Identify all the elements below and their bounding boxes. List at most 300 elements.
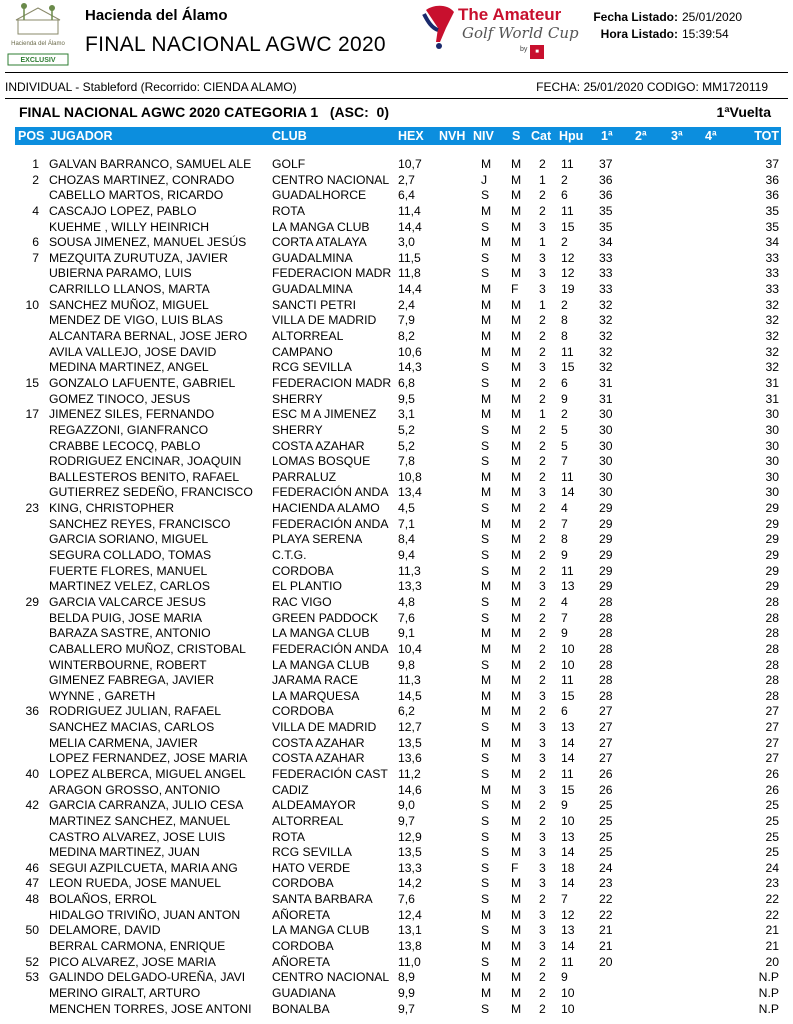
table-row (15, 501, 781, 517)
club-cell: JARAMA RACE (272, 673, 359, 688)
handicap-exact-cell: 13,4 (398, 485, 422, 500)
category-cell: 3 (539, 720, 546, 735)
table-row (15, 423, 781, 439)
sex-cell: M (511, 813, 522, 828)
col-tot: TOT (754, 129, 779, 143)
level-cell: S (481, 563, 490, 578)
player-name-cell: GARCIA CARRANZA, JULIO CESA (49, 798, 244, 813)
handicap-exact-cell: 13,8 (398, 939, 422, 954)
sex-cell: M (511, 704, 522, 719)
sex-cell: M (511, 375, 522, 390)
sex-cell: M (511, 954, 522, 969)
col-club: CLUB (272, 129, 307, 143)
position-cell: 42 (25, 798, 39, 813)
total-cell: 27 (765, 704, 779, 719)
player-name-cell: GOMEZ TINOCO, JESUS (49, 391, 191, 406)
table-row (15, 923, 781, 939)
category-cell: 2 (539, 594, 546, 609)
table-row (15, 704, 781, 720)
total-cell: 25 (765, 829, 779, 844)
player-name-cell: PICO ALVAREZ, JOSE MARIA (49, 954, 216, 969)
handicap-exact-cell: 6,2 (398, 704, 415, 719)
sex-cell: M (511, 219, 522, 234)
player-name-cell: MENDEZ DE VIGO, LUIS BLAS (49, 313, 224, 328)
round-1-cell: 26 (599, 766, 613, 781)
sex-cell: M (511, 688, 522, 703)
player-name-cell: BALLESTEROS BENITO, RAFAEL (49, 469, 240, 484)
category-cell: 2 (539, 641, 546, 656)
club-cell: LA MANGA CLUB (272, 657, 370, 672)
sex-cell: M (511, 203, 522, 218)
category-cell: 3 (539, 579, 546, 594)
player-name-cell: CABALLERO MUÑOZ, CRISTOBAL (49, 641, 246, 656)
competition-info: INDIVIDUAL - Stableford (Recorrido: CIENDA ALAMO) (5, 80, 297, 94)
club-cell: LA MANGA CLUB (272, 923, 370, 938)
level-cell: S (481, 532, 490, 547)
handicap-play-cell: 10 (561, 641, 575, 656)
table-row (15, 485, 781, 501)
handicap-exact-cell: 2,7 (398, 172, 415, 187)
sex-cell: M (511, 876, 522, 891)
player-name-cell: GONZALO LAFUENTE, GABRIEL (49, 375, 236, 390)
player-name-cell: MEDINA MARTINEZ, ANGEL (49, 360, 209, 375)
level-cell: S (481, 766, 490, 781)
table-row (15, 439, 781, 455)
hora-value: 15:39:54 (682, 27, 729, 41)
round-1-cell: 21 (599, 939, 613, 954)
table-row (15, 251, 781, 267)
table-row (15, 532, 781, 548)
level-cell: S (481, 422, 490, 437)
handicap-play-cell: 19 (561, 282, 575, 297)
handicap-play-cell: 11 (561, 673, 574, 688)
total-cell: 32 (765, 344, 779, 359)
category-cell: 2 (539, 501, 546, 516)
club-cell: FEDERACIÓN ANDA (272, 485, 389, 500)
handicap-exact-cell: 4,8 (398, 594, 415, 609)
level-cell: M (481, 626, 492, 641)
handicap-play-cell: 11 (561, 469, 574, 484)
total-cell: 35 (765, 203, 779, 218)
player-name-cell: SANCHEZ REYES, FRANCISCO (49, 516, 231, 531)
club-cell: COSTA AZAHAR (272, 438, 365, 453)
table-row (15, 564, 781, 580)
level-cell: M (481, 641, 492, 656)
sex-cell: M (511, 501, 522, 516)
total-cell: 28 (765, 673, 779, 688)
handicap-exact-cell: 14,5 (398, 688, 422, 703)
category-cell: 2 (539, 626, 546, 641)
category-cell: 2 (539, 454, 546, 469)
sex-cell: M (511, 391, 522, 406)
round-1-cell: 21 (599, 923, 613, 938)
handicap-play-cell: 15 (561, 360, 575, 375)
page-header (0, 0, 793, 78)
club-cell: AÑORETA (272, 954, 331, 969)
round-1-cell: 23 (599, 876, 613, 891)
sex-cell: M (511, 829, 522, 844)
player-name-cell: CABELLO MARTOS, RICARDO (49, 188, 224, 203)
table-header (15, 127, 781, 145)
round-1-cell: 27 (599, 751, 613, 766)
fecha-label: Fecha Listado: (593, 10, 678, 24)
club-cell: PARRALUZ (272, 469, 337, 484)
total-cell: 31 (765, 391, 779, 406)
player-name-cell: SOUSA JIMENEZ, MANUEL JESÚS (49, 235, 247, 250)
position-cell: 7 (32, 250, 39, 265)
club-cell: LA MANGA CLUB (272, 626, 370, 641)
category-cell: 3 (539, 907, 546, 922)
handicap-exact-cell: 9,0 (398, 798, 415, 813)
sex-cell: M (511, 766, 522, 781)
table-row (15, 767, 781, 783)
total-cell: 30 (765, 422, 779, 437)
brand-title: The Amateur (458, 5, 562, 24)
round-1-cell: 24 (599, 860, 613, 875)
handicap-exact-cell: 10,7 (398, 157, 422, 171)
handicap-play-cell: 9 (561, 548, 568, 563)
club-cell: FEDERACION MADR (272, 375, 392, 390)
handicap-exact-cell: 12,7 (398, 720, 422, 735)
round-1-cell: 32 (599, 297, 613, 312)
club-cell: ALTORREAL (272, 813, 344, 828)
position-cell: 1 (32, 157, 39, 171)
category-cell: 2 (539, 344, 546, 359)
sex-cell: M (511, 751, 522, 766)
handicap-play-cell: 18 (561, 860, 575, 875)
handicap-exact-cell: 8,2 (398, 329, 415, 344)
sex-cell: M (511, 970, 522, 985)
handicap-play-cell: 6 (561, 704, 568, 719)
level-cell: S (481, 594, 490, 609)
level-cell: S (481, 845, 490, 860)
category-cell: 2 (539, 970, 546, 985)
sex-cell: M (511, 610, 522, 625)
round-1-cell: 35 (599, 203, 613, 218)
sex-cell: M (511, 579, 522, 594)
handicap-play-cell: 4 (561, 594, 568, 609)
table-row (15, 673, 781, 689)
position-cell: 40 (25, 766, 39, 781)
round-1-cell: 36 (599, 188, 613, 203)
round-1-cell: 28 (599, 594, 613, 609)
player-name-cell: SEGURA COLLADO, TOMAS (49, 548, 212, 563)
category-cell: 3 (539, 782, 546, 797)
category-cell: 2 (539, 391, 546, 406)
player-name-cell: CASCAJO LOPEZ, PABLO (49, 203, 197, 218)
sex-cell: M (511, 907, 522, 922)
level-cell: M (481, 735, 492, 750)
handicap-play-cell: 13 (561, 579, 575, 594)
handicap-play-cell: 7 (561, 454, 568, 469)
handicap-exact-cell: 14,2 (398, 876, 422, 891)
total-cell: 25 (765, 813, 779, 828)
handicap-exact-cell: 10,8 (398, 469, 422, 484)
col-round-3: 3ª (671, 129, 683, 143)
round-1-cell: 25 (599, 798, 613, 813)
round-1-cell: 28 (599, 673, 613, 688)
club-cell: COSTA AZAHAR (272, 751, 365, 766)
sex-cell: M (511, 563, 522, 578)
sex-cell: M (511, 360, 522, 375)
total-cell: 22 (765, 907, 779, 922)
level-cell: M (481, 235, 492, 250)
club-cell: RCG SEVILLA (272, 360, 352, 375)
player-name-cell: GARCIA SORIANO, MIGUEL (49, 532, 209, 547)
round-1-cell: 27 (599, 704, 613, 719)
col-jugador: JUGADOR (50, 129, 113, 143)
level-cell: M (481, 782, 492, 797)
handicap-exact-cell: 13,3 (398, 579, 422, 594)
round-1-cell: 33 (599, 282, 613, 297)
player-name-cell: ARAGON GROSSO, ANTONIO (49, 782, 221, 797)
handicap-exact-cell: 9,7 (398, 813, 415, 828)
category-cell: 2 (539, 329, 546, 344)
club-cell: CADIZ (272, 782, 309, 797)
total-cell: 32 (765, 297, 779, 312)
level-cell: S (481, 438, 490, 453)
col-hpu: Hpu (559, 129, 584, 143)
category-cell: 3 (539, 845, 546, 860)
handicap-exact-cell: 8,9 (398, 970, 415, 985)
level-cell: M (481, 970, 492, 985)
player-name-cell: AVILA VALLEJO, JOSE DAVID (49, 344, 217, 359)
round-1-cell: 32 (599, 329, 613, 344)
total-cell: 28 (765, 594, 779, 609)
handicap-play-cell: 6 (561, 188, 568, 203)
player-name-cell: RODRIGUEZ JULIAN, RAFAEL (49, 704, 222, 719)
sex-cell: M (511, 735, 522, 750)
table-row (15, 329, 781, 345)
position-cell: 29 (25, 594, 39, 609)
position-cell: 10 (25, 297, 39, 312)
total-cell: 30 (765, 438, 779, 453)
category-cell: 1 (539, 407, 546, 422)
category-cell: 2 (539, 157, 546, 171)
club-cell: GREEN PADDOCK (272, 610, 379, 625)
sex-cell: M (511, 235, 522, 250)
round-1-cell: 30 (599, 407, 613, 422)
total-cell: 20 (765, 954, 779, 969)
sex-cell: M (511, 329, 522, 344)
handicap-play-cell: 11 (561, 563, 574, 578)
handicap-play-cell: 14 (561, 939, 575, 954)
player-name-cell: LOPEZ FERNANDEZ, JOSE MARIA (49, 751, 248, 766)
handicap-exact-cell: 11,0 (398, 954, 421, 969)
club-cell: ESC M A JIMENEZ (272, 407, 377, 422)
level-cell: M (481, 203, 492, 218)
handicap-play-cell: 2 (561, 297, 568, 312)
handicap-play-cell: 10 (561, 985, 575, 1000)
club-cell: CORTA ATALAYA (272, 235, 367, 250)
player-name-cell: ALCANTARA BERNAL, JOSE JERO (49, 329, 248, 344)
category-cell: 1 (539, 235, 546, 250)
round-1-cell: 34 (599, 235, 613, 250)
handicap-exact-cell: 11,8 (398, 266, 421, 281)
handicap-play-cell: 2 (561, 235, 568, 250)
club-cell: VILLA DE MADRID (272, 313, 377, 328)
level-cell: S (481, 923, 490, 938)
position-cell: 15 (25, 375, 39, 390)
position-cell: 46 (25, 860, 39, 875)
round-1-cell: 35 (599, 219, 613, 234)
handicap-play-cell: 12 (561, 907, 575, 922)
table-row (15, 360, 781, 376)
handicap-exact-cell: 3,0 (398, 235, 415, 250)
table-row (15, 204, 781, 220)
category-cell: 3 (539, 939, 546, 954)
category-line (19, 104, 771, 122)
level-cell: M (481, 344, 492, 359)
table-row (15, 298, 781, 314)
sex-cell: M (511, 892, 522, 907)
player-name-cell: CASTRO ALVAREZ, JOSE LUIS (49, 829, 226, 844)
category-cell: 2 (539, 610, 546, 625)
table-row (15, 173, 781, 189)
category-cell: 2 (539, 203, 546, 218)
round-1-cell: 30 (599, 438, 613, 453)
club-cell: SHERRY (272, 391, 323, 406)
round-1-cell: 30 (599, 454, 613, 469)
player-name-cell: SANCHEZ MACIAS, CARLOS (49, 720, 215, 735)
table-row (15, 986, 781, 1002)
handicap-exact-cell: 3,1 (398, 407, 415, 422)
handicap-exact-cell: 12,9 (398, 829, 422, 844)
round-1-cell: 30 (599, 485, 613, 500)
player-name-cell: MEZQUITA ZURUTUZA, JAVIER (49, 250, 228, 265)
category-cell: 3 (539, 266, 546, 281)
level-cell: S (481, 860, 490, 875)
club-cell: LA MARQUESA (272, 688, 360, 703)
category-cell: 2 (539, 188, 546, 203)
round-1-cell: 32 (599, 313, 613, 328)
handicap-play-cell: 14 (561, 751, 575, 766)
club-cell: C.T.G. (272, 548, 307, 563)
level-cell: M (481, 704, 492, 719)
player-name-cell: KUEHME , WILLY HEINRICH (49, 219, 210, 234)
category-cell: 2 (539, 657, 546, 672)
handicap-exact-cell: 11,5 (398, 250, 421, 265)
player-name-cell: GALINDO DELGADO-UREÑA, JAVI (49, 970, 246, 985)
category-cell: 3 (539, 282, 546, 297)
table-row (15, 970, 781, 986)
round-1-cell: 28 (599, 641, 613, 656)
level-cell: S (481, 360, 490, 375)
round-1-cell: 22 (599, 907, 613, 922)
player-name-cell: JIMENEZ SILES, FERNANDO (49, 407, 215, 422)
player-name-cell: DELAMORE, DAVID (49, 923, 161, 938)
level-cell: S (481, 813, 490, 828)
sex-cell: M (511, 673, 522, 688)
handicap-exact-cell: 7,6 (398, 892, 415, 907)
hora-label: Hora Listado: (600, 27, 678, 41)
round-1-cell: 25 (599, 829, 613, 844)
round-1-cell: 37 (599, 157, 613, 171)
total-cell: 28 (765, 610, 779, 625)
sex-cell: M (511, 985, 522, 1000)
handicap-exact-cell: 11,3 (398, 563, 421, 578)
sex-cell: M (511, 641, 522, 656)
level-cell: S (481, 250, 490, 265)
sex-cell: M (511, 594, 522, 609)
handicap-exact-cell: 7,6 (398, 610, 415, 625)
player-name-cell: GIMENEZ FABREGA, JAVIER (49, 673, 215, 688)
sex-cell: M (511, 454, 522, 469)
handicap-exact-cell: 11,4 (398, 203, 421, 218)
level-cell: M (481, 313, 492, 328)
golfer-icon (418, 2, 460, 52)
sex-cell: F (511, 860, 519, 875)
handicap-play-cell: 5 (561, 438, 568, 453)
brand-badge-icon: ■ (530, 45, 544, 59)
category-cell: 3 (539, 923, 546, 938)
player-name-cell: MEDINA MARTINEZ, JUAN (49, 845, 200, 860)
table-row (15, 157, 781, 173)
handicap-play-cell: 9 (561, 391, 568, 406)
handicap-exact-cell: 5,2 (398, 438, 415, 453)
club-cell: FEDERACIÓN CAST (272, 766, 388, 781)
hora-listado (588, 27, 729, 41)
handicap-play-cell: 15 (561, 219, 575, 234)
sex-cell: M (511, 438, 522, 453)
fecha-value: 25/01/2020 (682, 10, 743, 24)
player-name-cell: LOPEZ ALBERCA, MIGUEL ANGEL (49, 766, 246, 781)
date-code-info: FECHA: 25/01/2020 CODIGO: MM1720119 (536, 80, 768, 94)
level-cell: S (481, 798, 490, 813)
col-hex: HEX (398, 129, 424, 143)
level-cell: M (481, 469, 492, 484)
total-cell: 24 (765, 860, 779, 875)
total-cell: 22 (765, 892, 779, 907)
category-cell: 2 (539, 469, 546, 484)
club-cell: GUADALHORCE (272, 188, 367, 203)
category-cell: 2 (539, 1001, 546, 1016)
club-cell: GOLF (272, 157, 306, 171)
category-cell: 2 (539, 375, 546, 390)
sex-cell: M (511, 313, 522, 328)
handicap-exact-cell: 6,4 (398, 188, 415, 203)
sex-cell: M (511, 469, 522, 484)
handicap-play-cell: 13 (561, 829, 575, 844)
total-cell: 27 (765, 735, 779, 750)
total-cell: 29 (765, 563, 779, 578)
handicap-play-cell: 12 (561, 250, 575, 265)
category-cell: 2 (539, 438, 546, 453)
category-cell: 2 (539, 422, 546, 437)
position-cell: 50 (25, 923, 39, 938)
club-cell: ALTORREAL (272, 329, 344, 344)
round-1-cell: 30 (599, 422, 613, 437)
handicap-play-cell: 14 (561, 845, 575, 860)
club-cell: FEDERACION MADR (272, 266, 392, 281)
club-cell: CAMPANO (272, 344, 333, 359)
handicap-play-cell: 12 (561, 266, 575, 281)
col-pos: POS (18, 129, 45, 143)
club-cell: AÑORETA (272, 907, 331, 922)
category-cell: 2 (539, 798, 546, 813)
handicap-play-cell: 13 (561, 720, 575, 735)
total-cell: N.P (758, 970, 779, 985)
level-cell: S (481, 751, 490, 766)
table-row (15, 313, 781, 329)
col-nvh: NVH (439, 129, 466, 143)
header-divider (5, 72, 788, 73)
player-name-cell: MERINO GIRALT, ARTURO (49, 985, 201, 1000)
player-name-cell: MARTINEZ VELEZ, CARLOS (49, 579, 210, 594)
player-name-cell: BELDA PUIG, JOSE MARIA (49, 610, 203, 625)
handicap-exact-cell: 8,4 (398, 532, 415, 547)
total-cell: 29 (765, 532, 779, 547)
